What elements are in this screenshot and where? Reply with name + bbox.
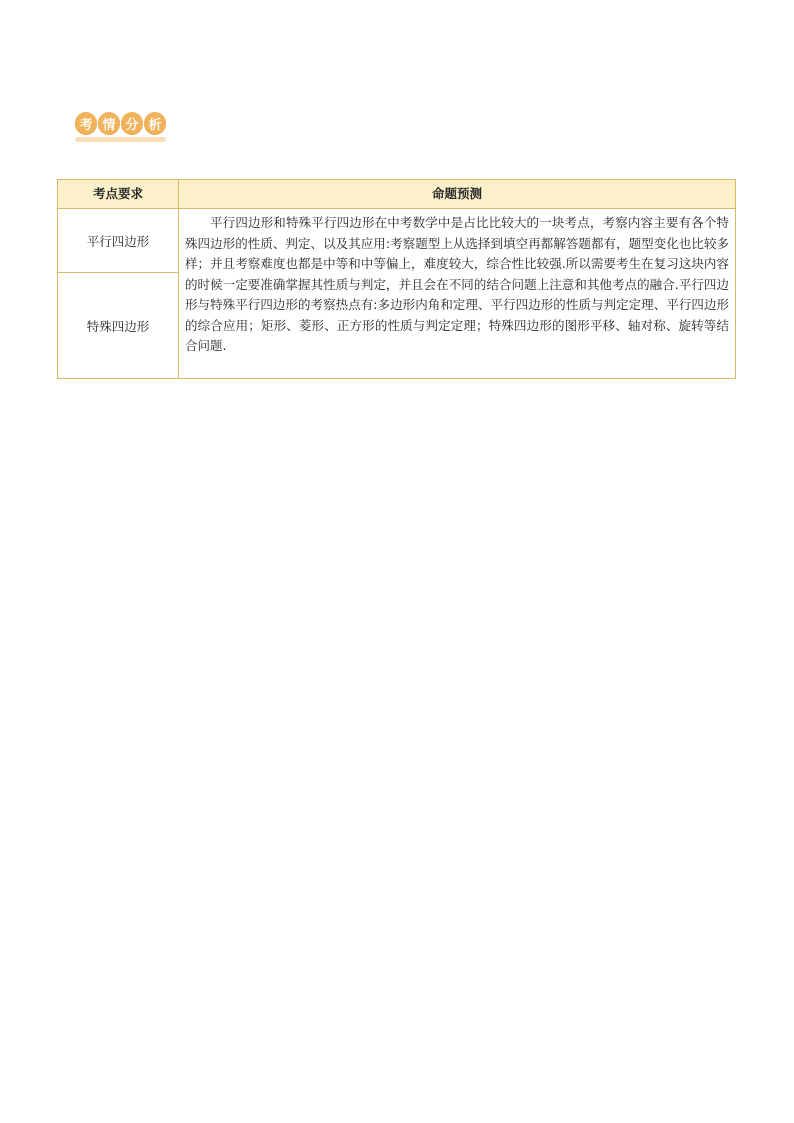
exam-point-parallelogram: 平行四边形 xyxy=(58,209,178,273)
badge-char: 分 xyxy=(121,112,143,134)
exam-points-column xyxy=(58,209,179,378)
badge-char: 考 xyxy=(75,112,97,134)
exam-analysis-table xyxy=(57,179,736,379)
prediction-text: 平行四边形和特殊平行四边形在中考数学中是占比比较大的一块考点，考察内容主要有各个特殊四边形的性质、判定、以及其应用:考察题型上从选择到填空再都解答题都有，题型变化也比较多样；并且考察难度也都是中等和中等偏上，难度较大，综合性比较强.所以需要考生在复习这块内容的时候一定要准确掌握其性质与判定，并且会在不同的结合问题上注意和其他考点的融合.平行四边形与特殊平行四边形的考察热点有:多边形内角和定理、平行四边形的性质与判定定理、平行四边形的综合应用；矩形、菱形、正方形的性质与判定定理；特殊四边形的图形平移、轴对称、旋转等结合问题. xyxy=(185,215,729,353)
section-badge xyxy=(75,112,166,134)
header-exam-points: 考点要求 xyxy=(58,180,179,208)
badge-char: 情 xyxy=(98,112,120,134)
badge-underline xyxy=(75,137,166,142)
table-header-row xyxy=(58,180,735,209)
exam-point-special-quadrilateral: 特殊四边形 xyxy=(86,318,150,334)
header-prediction: 命题预测 xyxy=(431,186,482,201)
badge-char: 析 xyxy=(144,112,166,134)
